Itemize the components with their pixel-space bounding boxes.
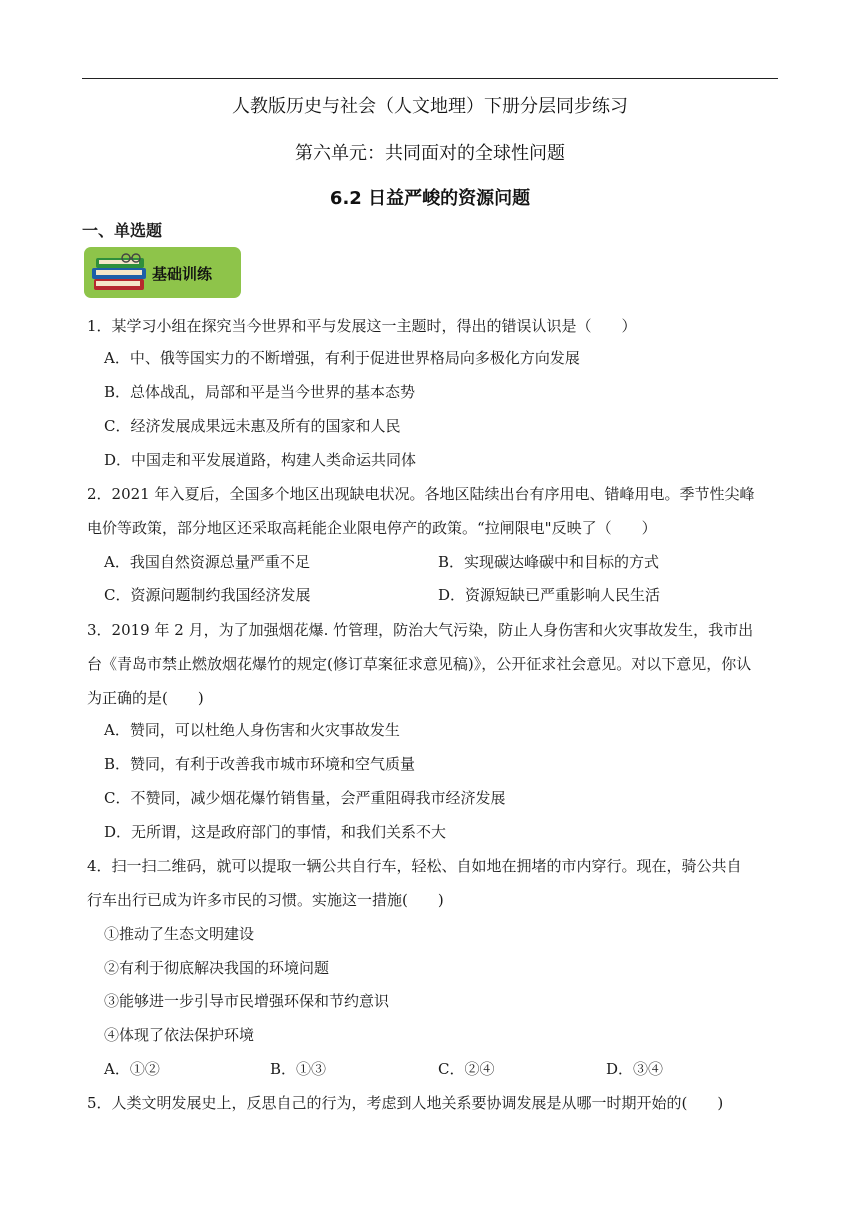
question-1-option-b: B．总体战乱，局部和平是当今世界的基本态势 xyxy=(104,383,416,401)
question-5-stem: 5．人类文明发展史上，反思自己的行为，考虑到人地关系要协调发展是从哪一时期开始的( ) xyxy=(87,1094,724,1112)
question-2-option-b: B．实现碳达峰碳中和目标的方式 xyxy=(438,553,660,571)
question-1-option-a: A．中、俄等国实力的不断增强，有利于促进世界格局向多极化方向发展 xyxy=(104,349,580,367)
question-1-stem: 1．某学习小组在探究当今世界和平与发展这一主题时，得出的错误认识是（ ） xyxy=(87,317,637,335)
section-heading: 一、单选题 xyxy=(82,221,163,240)
badge-label: 基础训练 xyxy=(152,265,213,283)
question-4-option-c: C．②④ xyxy=(438,1060,495,1078)
basic-training-badge xyxy=(84,247,241,298)
question-3-stem-line-2: 台《青岛市禁止燃放烟花爆竹的规定(修订草案征求意见稿)》，公开征求社会意见。对以下意见，你认 xyxy=(87,655,752,673)
header-rule xyxy=(82,78,778,79)
question-4-statement-1: ①推动了生态文明建设 xyxy=(104,925,255,943)
question-4-statement-3: ③能够进一步引导市民增强环保和节约意识 xyxy=(104,992,390,1010)
unit-title: 第六单元：共同面对的全球性问题 xyxy=(295,143,565,164)
question-3-option-c: C．不赞同，减少烟花爆竹销售量，会严重阻碍我市经济发展 xyxy=(104,789,506,807)
question-2-stem-line-1: 2．2021 年入夏后，全国多个地区出现缺电状况。各地区陆续出台有序用电、错峰用电。季节性尖峰 xyxy=(87,485,755,503)
document-title: 人教版历史与社会（人文地理）下册分层同步练习 xyxy=(232,96,628,117)
question-4-option-a: A．①② xyxy=(104,1060,160,1078)
question-2-option-a: A．我国自然资源总量严重不足 xyxy=(104,553,310,571)
question-3-stem-line-1: 3．2019 年 2 月，为了加强烟花爆. 竹管理，防治大气污染，防止人身伤害和火灾事故发生，我市出 xyxy=(87,621,754,639)
question-3-option-d: D．无所谓，这是政府部门的事情，和我们关系不大 xyxy=(104,823,447,841)
question-2-option-c: C．资源问题制约我国经济发展 xyxy=(104,586,311,604)
question-4-statement-4: ④体现了依法保护环境 xyxy=(104,1026,255,1044)
question-4-stem-line-1: 4．扫一扫二维码，就可以提取一辆公共自行车，轻松、自如地在拥堵的市内穿行。现在，骑公共自 xyxy=(87,857,742,875)
question-4-statement-2: ②有利于彻底解决我国的环境问题 xyxy=(104,959,330,977)
books-icon xyxy=(90,251,154,295)
question-4-stem-line-2: 行车出行已成为许多市民的习惯。实施这一措施( ) xyxy=(87,891,444,909)
question-4-option-b: B．①③ xyxy=(270,1060,327,1078)
question-3-option-a: A．赞同，可以杜绝人身伤害和火灾事故发生 xyxy=(104,721,400,739)
question-2-stem-line-2: 电价等政策，部分地区还采取高耗能企业限电停产的政策。“拉闸限电"反映了（ ） xyxy=(87,519,657,537)
lesson-title: 6.2 日益严峻的资源问题 xyxy=(329,188,531,209)
question-1-option-d: D．中国走和平发展道路，构建人类命运共同体 xyxy=(104,451,417,469)
question-4-option-d: D．③④ xyxy=(606,1060,664,1078)
question-1-option-c: C．经济发展成果远未惠及所有的国家和人民 xyxy=(104,417,401,435)
question-3-stem-line-3: 为正确的是( ) xyxy=(87,689,204,707)
question-3-option-b: B．赞同，有利于改善我市城市环境和空气质量 xyxy=(104,755,416,773)
question-2-option-d: D．资源短缺已严重影响人民生活 xyxy=(438,586,661,604)
